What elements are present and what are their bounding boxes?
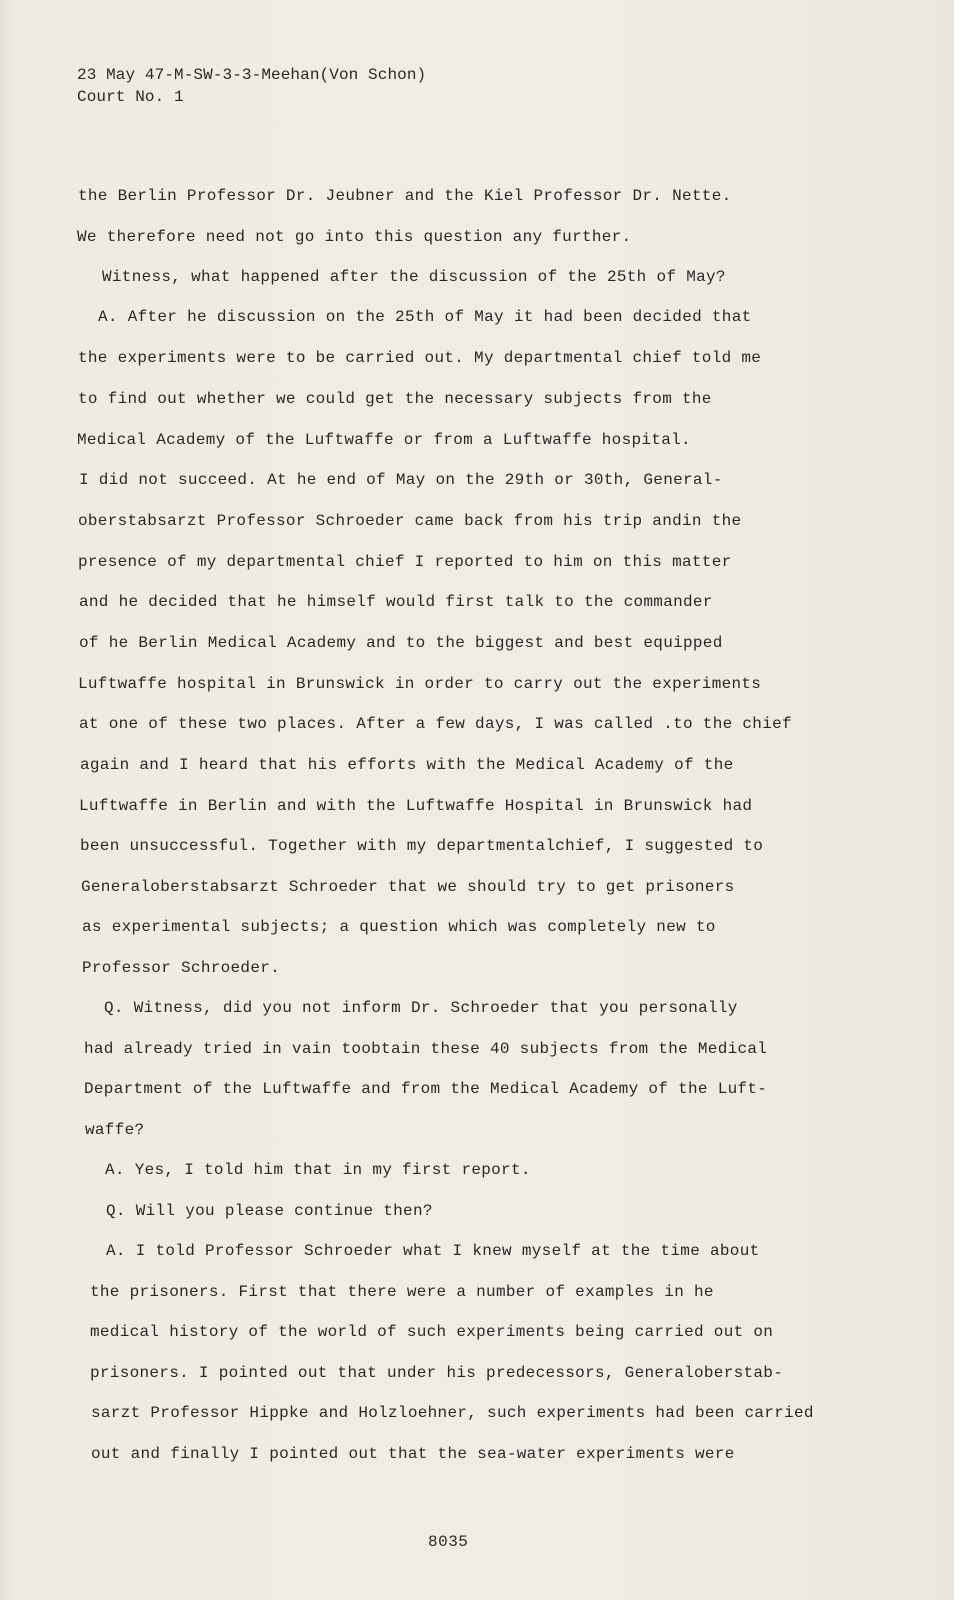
header-session-line: 23 May 47-M-SW-3-3-Meehan(Von Schon) (77, 66, 427, 84)
transcript-line: as experimental subjects; a question which was completely new to (82, 918, 716, 936)
transcript-line: Witness, what happened after the discussion of the 25th of May? (102, 268, 726, 286)
transcript-line: the Berlin Professor Dr. Jeubner and the Kiel Professor Dr. Nette. (78, 187, 732, 205)
transcript-line: A. Yes, I told him that in my first report. (105, 1161, 531, 1179)
transcript-line: out and finally I pointed out that the sea-water experiments were (91, 1445, 735, 1463)
transcript-line: waffe? (85, 1121, 145, 1139)
transcript-line: prisoners. I pointed out that under his predecessors, Generaloberstab- (90, 1364, 784, 1382)
transcript-line: A. I told Professor Schroeder what I knew myself at the time about (106, 1242, 760, 1260)
transcript-line: I did not succeed. At he end of May on the 29th or 30th, General- (79, 471, 723, 489)
transcript-line: had already tried in vain toobtain these 40 subjects from the Medical (84, 1040, 768, 1058)
page-number: 8035 (428, 1533, 469, 1551)
transcript-line: presence of my departmental chief I reported to him on this matter (78, 553, 732, 571)
transcript-line: A. After he discussion on the 25th of May it had been decided that (98, 308, 752, 326)
transcript-line: the experiments were to be carried out. My departmental chief told me (78, 349, 762, 367)
transcript-line: and he decided that he himself would first talk to the commander (79, 593, 713, 611)
transcript-line: been unsuccessful. Together with my departmentalchief, I suggested to (80, 837, 764, 855)
transcript-line: at one of these two places. After a few days, I was called .to the chief (79, 715, 792, 733)
header-court-line: Court No. 1 (77, 88, 184, 106)
transcript-line: again and I heard that his efforts with the Medical Academy of the (80, 756, 734, 774)
transcript-line: Department of the Luftwaffe and from the Medical Academy of the Luft- (84, 1080, 768, 1098)
transcript-line: Luftwaffe in Berlin and with the Luftwaffe Hospital in Brunswick had (79, 797, 753, 815)
transcript-line: sarzt Professor Hippke and Holzloehner, such experiments had been carried (91, 1404, 814, 1422)
transcript-line: the prisoners. First that there were a number of examples in he (90, 1283, 714, 1301)
transcript-line: Q. Witness, did you not inform Dr. Schroeder that you personally (104, 999, 738, 1017)
transcript-line: to find out whether we could get the necessary subjects from the (78, 390, 712, 408)
transcript-line: oberstabsarzt Professor Schroeder came back from his trip andin the (78, 512, 742, 530)
transcript-line: Medical Academy of the Luftwaffe or from a Luftwaffe hospital. (77, 431, 691, 449)
transcript-line: Q. Will you please continue then? (106, 1202, 433, 1220)
transcript-line: of he Berlin Medical Academy and to the biggest and best equipped (79, 634, 723, 652)
transcript-line: Generaloberstabsarzt Schroeder that we should try to get prisoners (81, 878, 735, 896)
transcript-line: Luftwaffe hospital in Brunswick in order to carry out the experiments (78, 675, 762, 693)
transcript-line: medical history of the world of such experiments being carried out on (90, 1323, 774, 1341)
transcript-line: Professor Schroeder. (82, 959, 281, 977)
transcript-line: We therefore need not go into this question any further. (77, 228, 632, 246)
